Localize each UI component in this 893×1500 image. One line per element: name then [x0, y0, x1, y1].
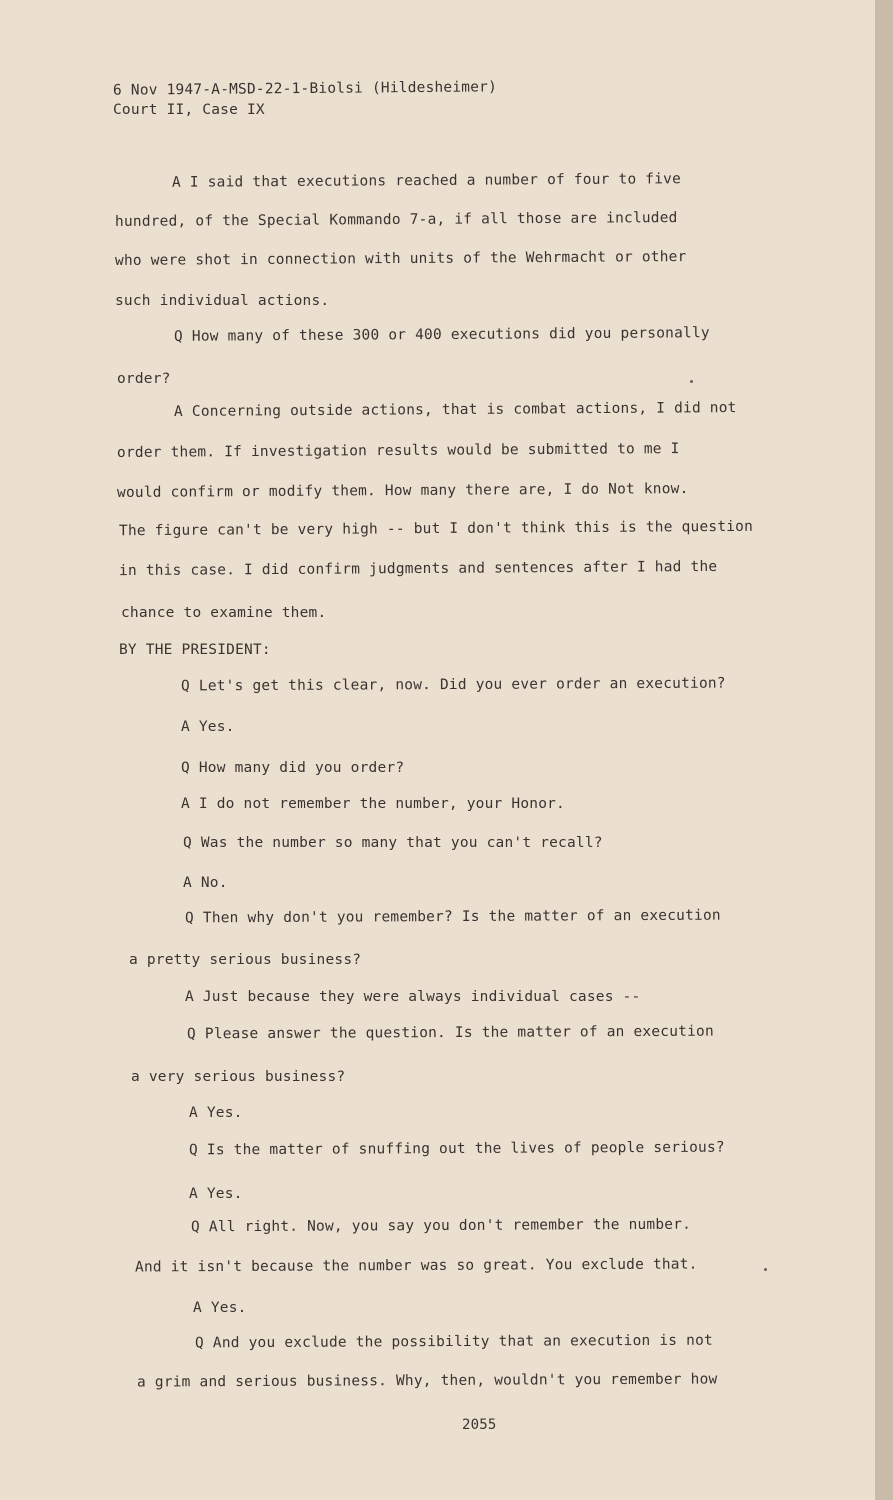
text-line: who were shot in connection with units of the Wehrmacht or other: [114, 249, 687, 269]
text-line: A Yes.: [189, 1186, 243, 1202]
text-line: A Yes.: [181, 719, 235, 735]
text-line: A I do not remember the number, your Honor.: [181, 796, 565, 812]
text-line: A I said that executions reached a number of four to five: [171, 171, 682, 191]
text-line: a grim and serious business. Why, then, wouldn't you remember how: [136, 1371, 718, 1391]
text-line: in this case. I did confirm judgments and sentences after I had the: [118, 558, 718, 580]
text-line: A Just because they were always individual cases --: [185, 989, 641, 1005]
text-line: A Yes.: [193, 1300, 247, 1316]
paper-speck: [764, 1268, 767, 1271]
text-line: Q How many of these 300 or 400 executions did you personally: [173, 325, 710, 345]
text-line: order them. If investigation results would be submitted to me I: [116, 441, 680, 461]
page-number: 2055: [462, 1417, 497, 1433]
text-line: a very serious business?: [131, 1069, 346, 1085]
text-line: Q Let's get this clear, now. Did you ever order an execution?: [180, 675, 726, 695]
header-line-2: Court II, Case IX: [113, 102, 265, 118]
text-line: Q And you exclude the possibility that an execution is not: [194, 1332, 713, 1352]
text-line: The figure can't be very high -- but I don't think this is the question: [118, 518, 754, 540]
text-line: Q Please answer the question. Is the matter of an execution: [186, 1023, 714, 1043]
paper-speck: [690, 380, 693, 383]
text-line: would confirm or modify them. How many there are, I do Not know.: [116, 481, 689, 501]
text-line: such individual actions.: [115, 293, 330, 309]
text-line: Q All right. Now, you say you don't remember the number.: [190, 1216, 692, 1236]
text-line: hundred, of the Special Kommando 7-a, if all those are included: [114, 210, 678, 230]
text-line: Q Then why don't you remember? Is the matter of an execution: [184, 907, 721, 927]
text-line: order?: [117, 371, 171, 387]
text-line: A No.: [183, 875, 228, 891]
text-line: a pretty serious business?: [129, 952, 362, 968]
text-line: chance to examine them.: [121, 605, 327, 621]
header-line-1: 6 Nov 1947-A-MSD-22-1-Biolsi (Hildesheimer): [112, 79, 498, 99]
text-line: Q How many did you order?: [181, 760, 405, 776]
text-line: A Yes.: [189, 1105, 243, 1121]
text-line: Q Was the number so many that you can't recall?: [183, 835, 603, 851]
section-heading: BY THE PRESIDENT:: [119, 642, 271, 658]
text-line: Q Is the matter of snuffing out the lives of people serious?: [188, 1139, 725, 1159]
text-line: A Concerning outside actions, that is combat actions, I did not: [173, 400, 737, 420]
text-line: And it isn't because the number was so great. You exclude that.: [134, 1256, 698, 1276]
